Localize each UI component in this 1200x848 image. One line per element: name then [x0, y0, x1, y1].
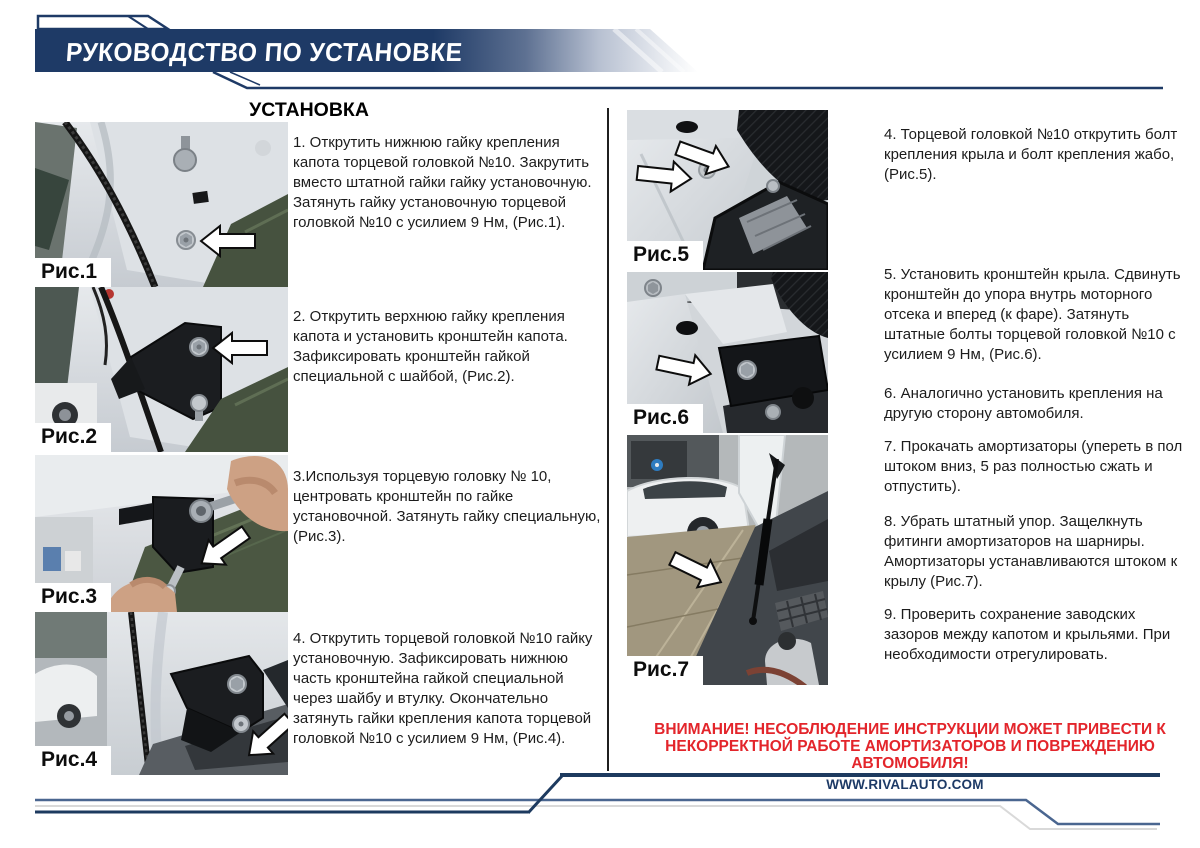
instruction-step-r4: 4. Торцевой головкой №10 открутить болт крепления крыла и болт крепления жабо, (Рис.5). [884, 126, 1178, 183]
instruction-step-1: 1. Открутить нижнюю гайку крепления капота торцевой головкой №10. Закрутить вместо штатной гайки гайку установочную. Затянуть гайку установочную торцевой головкой №10 с усилием 9 Нм, (Рис.1). [293, 134, 592, 231]
figure-2 [35, 287, 288, 452]
figure-7 [627, 435, 828, 685]
figure-label: Рис.2 [35, 423, 111, 452]
figure-label: Рис.6 [627, 404, 703, 433]
column-divider [607, 108, 609, 771]
figure-5 [627, 110, 828, 270]
instruction-step-r6: 6. Аналогично установить крепления на другую сторону автомобиля. [884, 385, 1163, 422]
instruction-step-r5: 5. Установить кронштейн крыла. Сдвинуть кронштейн до упора внутрь моторного отсека и вперед (к фаре). Затянуть штатные болты торцевой головкой №10 с усилием 9 Нм, (Рис.6). [884, 266, 1181, 363]
figure-label: Рис.3 [35, 583, 111, 612]
instruction-step-r8: 8. Убрать штатный упор. Защелкнуть фитинги амортизаторов на шарниры. Амортизаторы устанавливаются штоком к крылу (Рис.7). [884, 513, 1178, 590]
figure-3 [35, 455, 288, 612]
instruction-step-r7: 7. Прокачать амортизаторы (упереть в пол штоком вниз, 5 раз полностью сжать и отпустить). [884, 438, 1183, 495]
instruction-step-r9: 9. Проверить сохранение заводских зазоров между капотом и крыльями. При необходимости отрегулировать. [884, 606, 1171, 663]
figure-label: Рис.5 [627, 241, 703, 270]
instruction-step-4: 4. Открутить торцевой головкой №10 гайку установочную. Зафиксировать нижнюю часть кронштейна гайкой специальной через шайбу и втулку. Окончательно затянуть гайки крепления капота торцевой головкой №10 с усилием 9 Нм, (Рис.4). [293, 630, 593, 747]
warning-line: ВНИМАНИЕ! НЕСОБЛЮДЕНИЕ ИНСТРУКЦИИ МОЖЕТ ПРИВЕСТИ К [654, 721, 1166, 738]
figure-label: Рис.1 [35, 258, 111, 287]
figure-label: Рис.7 [627, 656, 703, 685]
footer-graphic [0, 760, 1200, 848]
figure-label: Рис.4 [35, 746, 111, 775]
instruction-step-3: 3.Используя торцевую головку № 10, центровать кронштейн по гайке установочной. Затянуть гайку специальную, (Рис.3). [293, 468, 601, 545]
figure-6 [627, 272, 828, 433]
figure-7-photo [627, 435, 828, 685]
footer-website: WWW.RIVALAUTO.COM [826, 777, 984, 792]
figure-4 [35, 612, 288, 775]
figure-1 [35, 122, 288, 287]
warning-line: АВТОМОБИЛЯ! [851, 755, 969, 772]
warning-line: НЕКОРРЕКТНОЙ РАБОТЕ АМОРТИЗАТОРОВ И ПОВРЕЖДЕНИЮ [665, 738, 1155, 755]
instruction-step-2: 2. Открутить верхнюю гайку крепления капота и установить кронштейн капота. Зафиксировать кронштейн гайкой специальной с шайбой, (Рис.2). [293, 308, 568, 385]
section-title: УСТАНОВКА [249, 99, 369, 121]
page-title: РУКОВОДСТВО ПО УСТАНОВКЕ [64, 37, 464, 67]
